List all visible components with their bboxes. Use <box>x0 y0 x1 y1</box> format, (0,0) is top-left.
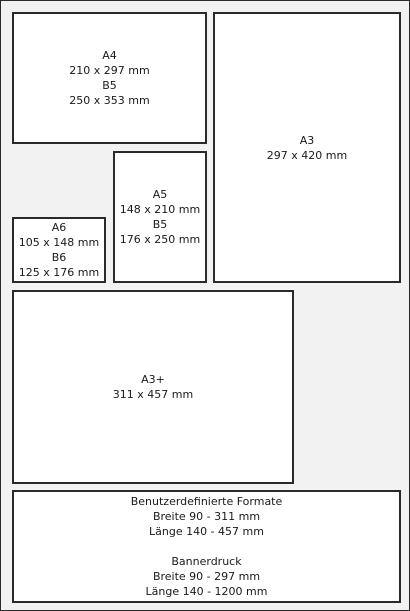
format-name-a4: A4 <box>102 49 117 62</box>
banner-print-width: Breite 90 - 297 mm <box>152 570 261 583</box>
format-size-b5-small: 176 x 250 mm <box>119 233 201 246</box>
format-box-a3-plus <box>12 290 294 484</box>
format-size-b5: 250 x 353 mm <box>69 94 150 107</box>
format-name-a3-plus: A3+ <box>141 373 165 386</box>
format-name-a6: A6 <box>51 221 67 234</box>
format-box-a5-b5 <box>113 151 207 283</box>
format-size-a3: 297 x 420 mm <box>266 148 348 162</box>
format-box-a3 <box>213 12 401 283</box>
banner-print-title: Bannerdruck <box>171 555 242 568</box>
format-box-a4-b5 <box>12 12 207 144</box>
format-name-a5: A5 <box>152 188 168 201</box>
format-name-a3: A3 <box>299 133 315 147</box>
format-name-b6: B6 <box>51 251 67 264</box>
format-name-b5: B5 <box>102 79 117 92</box>
format-box-a6-b6 <box>12 217 106 283</box>
custom-formats-length: Länge 140 - 457 mm <box>149 525 264 538</box>
custom-formats-title: Benutzerdefinierte Formate <box>130 495 283 508</box>
format-size-a6: 105 x 148 mm <box>18 236 100 249</box>
banner-print-length: Länge 140 - 1200 mm <box>145 585 268 598</box>
format-size-a3-plus: 311 x 457 mm <box>112 388 194 401</box>
format-box-custom <box>12 490 401 603</box>
format-size-b6: 125 x 176 mm <box>18 266 100 279</box>
format-name-b5-small: B5 <box>152 218 168 231</box>
format-size-a4: 210 x 297 mm <box>69 64 150 77</box>
format-size-a5: 148 x 210 mm <box>119 203 201 216</box>
custom-formats-width: Breite 90 - 311 mm <box>152 510 261 523</box>
